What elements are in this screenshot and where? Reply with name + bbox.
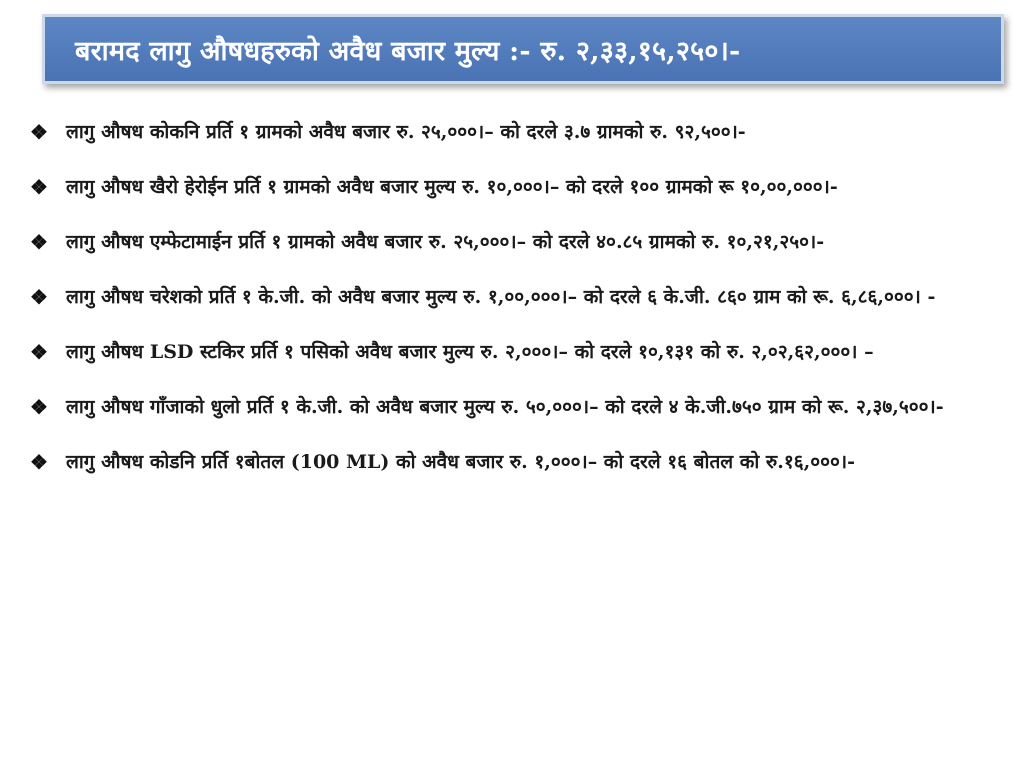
four-diamond-bullet-icon: ❖ <box>30 175 48 199</box>
four-diamond-bullet-icon: ❖ <box>30 285 48 309</box>
bullet-item-codeine <box>30 442 990 483</box>
bullet-item-lsd <box>30 332 990 373</box>
four-diamond-bullet-icon: ❖ <box>30 340 48 364</box>
bullet-item-charas <box>30 277 990 318</box>
bullet-text: लागु औषध LSD स्टकिर प्रर्ति १ पसिको अवैध बजार मुल्य रु. २,०००।– को दरले १०,१३१ को रु. २,०२,६२,०००। – <box>66 341 874 363</box>
four-diamond-bullet-icon: ❖ <box>30 120 48 144</box>
bullet-item-amphetamine <box>30 222 990 263</box>
four-diamond-bullet-icon: ❖ <box>30 450 48 474</box>
bullet-text: लागु औषध एम्फेटामाईन प्रर्ति १ ग्रामको अवैध बजार रु. २५,०००।– को दरले ४०.८५ ग्रामको रु. १०,२१,२५०।- <box>66 231 825 253</box>
bullet-text: लागु औषध कोडनि प्रर्ति १बोतल (100 ML) को अवैध बजार रु. १,०००।– को दरले १६ बोतल को रु.१६,०००।- <box>66 451 855 473</box>
bullet-text: लागु औषध खैरो हेरोईन प्रर्ति १ ग्रामको अवैध बजार मुल्य रु. १०,०००।– को दरले १०० ग्रामको रू १०,००,०००।- <box>66 176 838 198</box>
bullet-text: लागु औषध चरेशको प्रर्ति १ के.जी. को अवैध बजार मुल्य रु. १,००,०००।– को दरले ६ के.जी. ८६० ग्राम को रू. ६,८६,०००। - <box>66 286 936 308</box>
bullet-item-cocaine <box>30 112 990 153</box>
slide-title: बरामद लागु औषधहरुको अवैध बजार मुल्य :- रु. २,३३,१५,२५०।- <box>75 35 741 67</box>
four-diamond-bullet-icon: ❖ <box>30 230 48 254</box>
bullet-item-ganja-powder <box>30 387 990 428</box>
bullet-text: लागु औषध गाँजाको धुलो प्रर्ति १ के.जी. को अवैध बजार मुल्य रु. ५०,०००।– को दरले ४ के.जी.७५० ग्राम को रू. २,३७,५००।- <box>66 396 944 418</box>
bullet-text: लागु औषध कोकनि प्रर्ति १ ग्रामको अवैध बजार रु. २५,०००।– को दरले ३.७ ग्रामको रु. ९२,५००।- <box>66 121 746 143</box>
title-banner <box>42 14 1004 84</box>
bullet-list <box>30 112 990 497</box>
four-diamond-bullet-icon: ❖ <box>30 395 48 419</box>
bullet-item-brown-heroin <box>30 167 990 208</box>
